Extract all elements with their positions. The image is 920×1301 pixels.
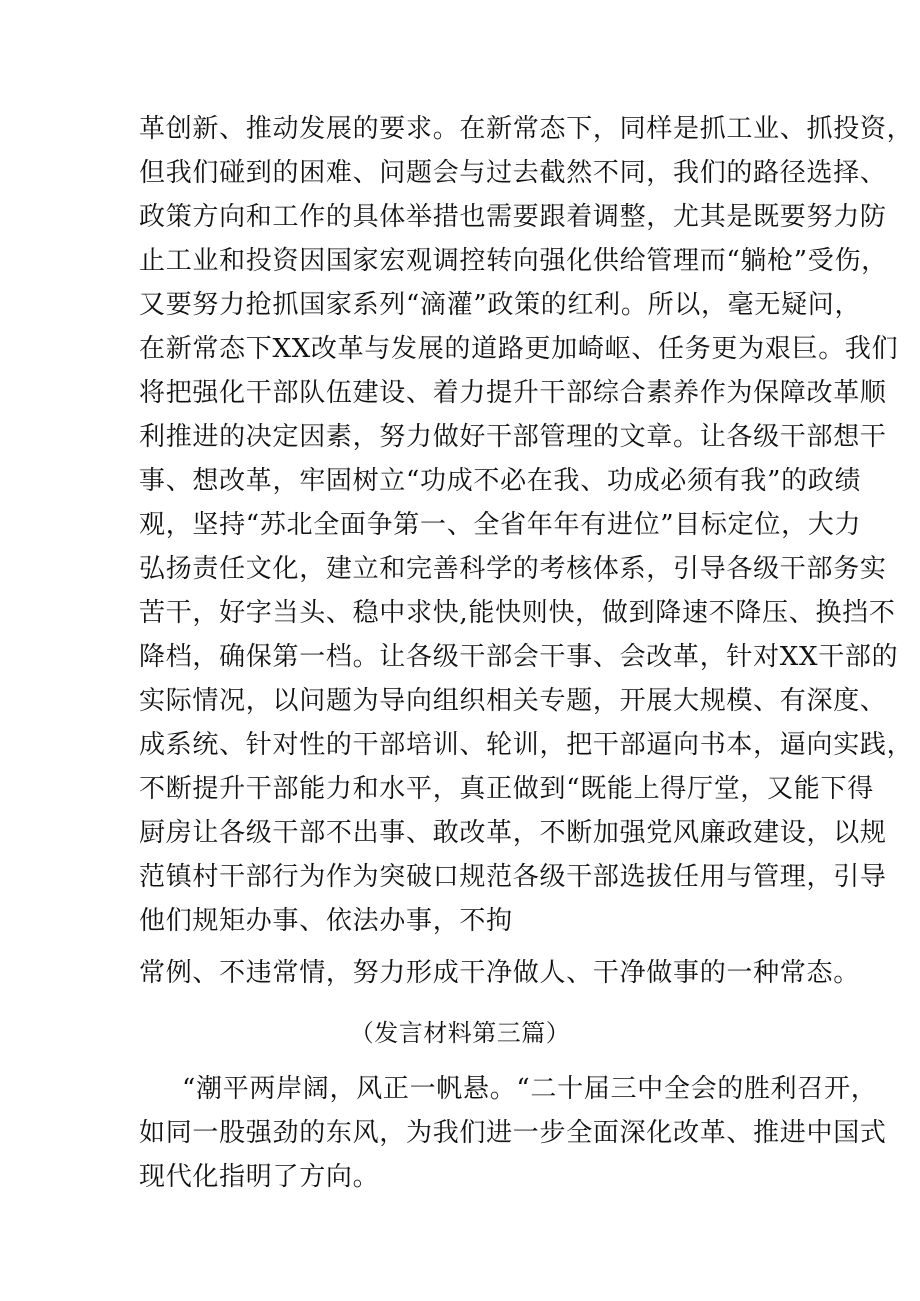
body-text-line: 在新常态下XX改革与发展的道路更加崎岖、任务更为艰巨。我们 [139, 334, 899, 364]
body-text-line: 观，坚持“苏北全面争第一、全省年年有进位”目标定位，大力 [139, 510, 862, 540]
body-text-line: 又要努力抢抓国家系列“滴灌”政策的红利。所以，毫无疑问， [139, 290, 862, 320]
body-text-line: 现代化指明了方向。 [139, 1162, 380, 1192]
body-text-line: 苦干，好字当头、稳中求快,能快则快，做到降速不降压、换挡不 [139, 598, 896, 628]
body-text-line: “潮平两岸阔，风正一帆悬。“二十届三中全会的胜利召开， [182, 1074, 878, 1104]
body-text-line: 不断提升干部能力和水平，真正做到“既能上得厅堂，又能下得 [139, 774, 874, 804]
body-text-line: 革创新、推动发展的要求。在新常态下，同样是抓工业、抓投资， [139, 114, 914, 144]
section-heading: （发言材料第三篇） [349, 1019, 571, 1047]
body-text-line: 范镇村干部行为作为突破口规范各级干部选拔任用与管理，引导 [139, 862, 887, 892]
body-text-line: 事、想改革，牢固树立“功成不必在我、功成必须有我”的政绩 [139, 466, 862, 496]
body-text-line: 他们规矩办事、依法办事，不拘 [139, 906, 513, 936]
body-text-line: 厨房让各级干部不出事、敢改革，不断加强党风廉政建设，以规 [139, 818, 887, 848]
body-text-line: 如同一股强劲的东风，为我们进一步全面深化改革、推进中国式 [139, 1118, 887, 1148]
body-text-line: 实际情况，以问题为导向组织相关专题，开展大规模、有深度、 [139, 686, 887, 716]
body-text-line: 降档，确保第一档。让各级干部会干事、会改革，针对XX干部的 [139, 642, 899, 672]
body-text-line: 利推进的决定因素，努力做好干部管理的文章。让各级干部想干 [139, 422, 887, 452]
body-text-line: 成系统、针对性的干部培训、轮训，把干部逼向书本，逼向实践， [139, 730, 914, 760]
body-text-line: 政策方向和工作的具体举措也需要跟着调整，尤其是既要努力防 [139, 202, 887, 232]
body-text-line: 止工业和投资因国家宏观调控转向强化供给管理而“躺枪”受伤， [139, 246, 888, 276]
body-text-line: 常例、不违常情，努力形成干净做人、干净做事的一种常态。 [139, 958, 860, 988]
body-text-line: 将把强化干部队伍建设、着力提升干部综合素养作为保障改革顺 [139, 378, 887, 408]
body-text-line: 但我们碰到的困难、问题会与过去截然不同，我们的路径选择、 [139, 158, 887, 188]
body-text-line: 弘扬责任文化，建立和完善科学的考核体系，引导各级干部务实 [139, 554, 887, 584]
